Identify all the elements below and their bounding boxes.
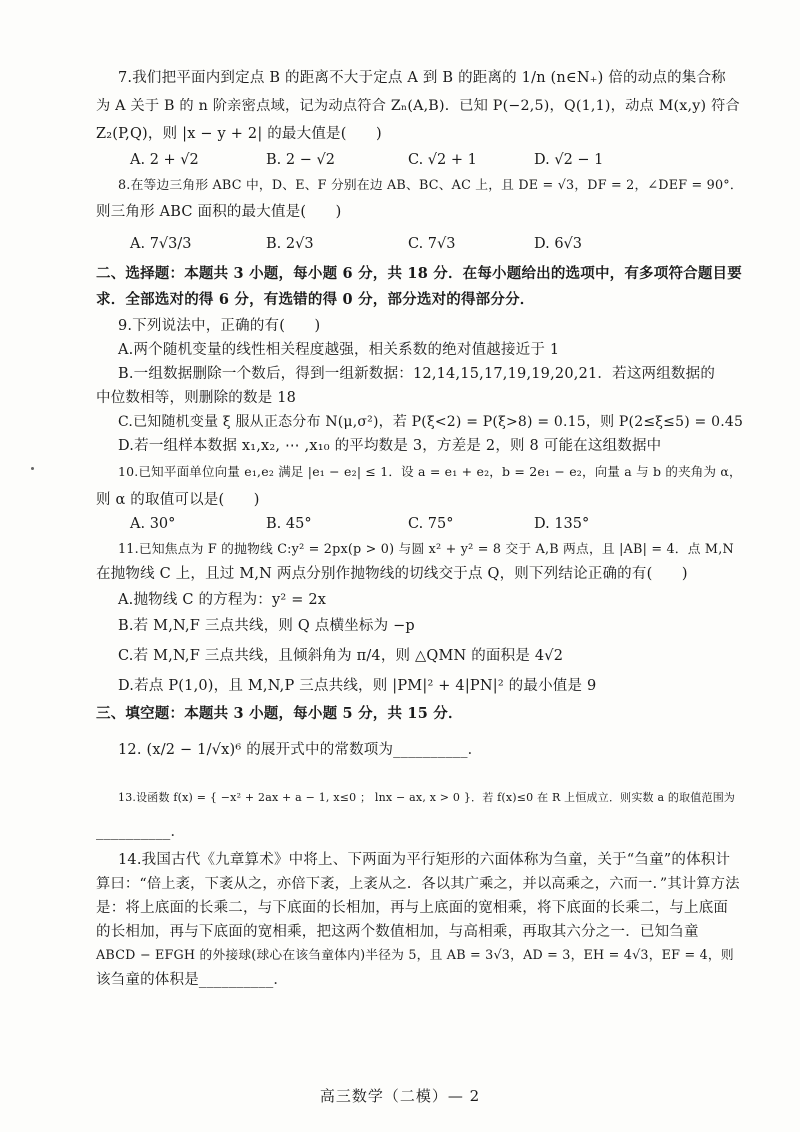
q10-line-1: 10.已知平面单位向量 e₁,e₂ 满足 |e₁ − e₂| ≤ 1．设 a = e₁ + e₂，b = 2e₁ − e₂，向量 a 与 b 的夹角为 α， [118,464,742,479]
section-3-heading: 三、填空题：本题共 3 小题，每小题 5 分，共 15 分． [96,705,463,722]
q8-line-2: 则三角形 ABC 面积的最大值是( ) [96,204,342,220]
q7-line-3: Z₂(P,Q)，则 |x − y + 2| 的最大值是( ) [96,126,382,142]
q13-blank: __________． [96,824,186,840]
q11-option-d: D.若点 P(1,0)，且 M,N,P 三点共线，则 |PM|² + 4|PN|² 的最小值是 9 [118,678,597,694]
q7-line-2: 为 A 关于 B 的 n 阶亲密点域，记为动点符合 Zₙ(A,B)．已知 P(−2,5)，Q(1,1)，动点 M(x,y) 符合 [96,98,740,114]
q13-line-1: 13.设函数 f(x) = { −x² + 2ax + a − 1, x≤0 ； lnx − ax, x > 0 }．若 f(x)≤0 在 R 上恒成立．则实数 a 的取值范围为 [118,791,736,804]
q9-option-a: A.两个随机变量的线性相关程度越强，相关系数的绝对值越接近于 1 [118,342,560,358]
q8-option-b: B. 2√3 [266,236,314,252]
q7-option-c: C. √2 + 1 [408,152,477,168]
q9-stem: 9.下列说法中，正确的有( ) [118,318,321,334]
q14-line-4: 的长相加，再与下底面的宽相乘，把这两个数值相加，与高相乘，再取其六分之一．已知刍童 [96,924,699,940]
q10-option-b: B. 45° [266,516,312,532]
q12-text: 12. (x/2 − 1/√x)⁶ 的展开式中的常数项为__________． [118,742,483,758]
q9-option-d: D.若一组样本数据 x₁,x₂, ⋯ ,x₁₀ 的平均数是 3，方差是 2，则 8 可能在这组数据中 [118,438,662,454]
q10-option-a: A. 30° [130,516,176,532]
q14-line-5: ABCD − EFGH 的外接球(球心在该刍童体内)半径为 5，且 AB = 3√3，AD = 3，EH = 4√3，EF = 4，则 [96,948,734,963]
q11-line-1: 11.已知焦点为 F 的抛物线 C:y² = 2px(p > 0) 与圆 x² + y² = 8 交于 A,B 两点，且 |AB| = 4．点 M,N [118,542,734,557]
section-2-heading-line-2: 求．全部选对的得 6 分，有选错的得 0 分，部分选对的得部分分． [96,291,535,308]
q8-option-c: C. 7√3 [408,236,456,252]
page-footer: 高三数学（二模）— 2 [319,1087,481,1105]
q10-option-c: C. 75° [408,516,454,532]
q9-option-b-line-2: 中位数相等，则删除的数是 18 [96,390,297,406]
q8-option-d: D. 6√3 [534,236,583,252]
q7-line-1: 7.我们把平面内到定点 B 的距离不大于定点 A 到 B 的距离的 1/n (n∈N₊) 倍的动点的集合称 [118,70,726,86]
q10-option-d: D. 135° [534,516,590,532]
q7-option-a: A. 2 + √2 [130,152,199,168]
q11-option-b: B.若 M,N,F 三点共线，则 Q 点横坐标为 −p [118,618,415,634]
q14-line-3: 是：将上底面的长乘二，与下底面的长相加，再与上底面的宽相乘，将下底面的长乘二，与上底面 [96,900,729,916]
q7-option-b: B. 2 − √2 [266,152,335,168]
q14-line-1: 14.我国古代《九章算术》中将上、下两面为平行矩形的六面体称为刍童，关于“刍童”的体积计 [118,852,731,868]
section-2-heading-line-1: 二、选择题：本题共 3 小题，每小题 6 分，共 18 分．在每小题给出的选项中，有多项符合题目要 [96,265,742,282]
q8-option-a: A. 7√3/3 [130,236,192,252]
q14-line-6: 该刍童的体积是__________． [96,972,289,988]
q9-option-b-line-1: B.一组数据删除一个数后，得到一组新数据：12,14,15,17,19,19,20,21．若这两组数据的 [118,366,716,382]
scan-speck [31,467,34,470]
q11-option-a: A.抛物线 C 的方程为：y² = 2x [118,592,327,608]
q8-line-1: 8.在等边三角形 ABC 中，D、E、F 分别在边 AB、BC、AC 上，且 DE = √3，DF = 2，∠DEF = 90°． [118,178,743,193]
q11-line-2: 在抛物线 C 上，且过 M,N 两点分别作抛物线的切线交于点 Q，则下列结论正确的有( ) [96,566,688,582]
q11-option-c: C.若 M,N,F 三点共线，且倾斜角为 π/4，则 △QMN 的面积是 4√2 [118,648,564,664]
q14-line-2: 算曰：“倍上袤，下袤从之，亦倍下袤，上袤从之．各以其广乘之，并以高乘之，六而一．”其计算方法 [96,876,740,892]
q7-option-d: D. √2 − 1 [534,152,604,168]
q9-option-c: C.已知随机变量 ξ 服从正态分布 N(μ,σ²)，若 P(ξ<2) = P(ξ>8) = 0.15，则 P(2≤ξ≤5) = 0.45 [118,414,744,430]
q10-line-2: 则 α 的取值可以是( ) [96,492,260,508]
